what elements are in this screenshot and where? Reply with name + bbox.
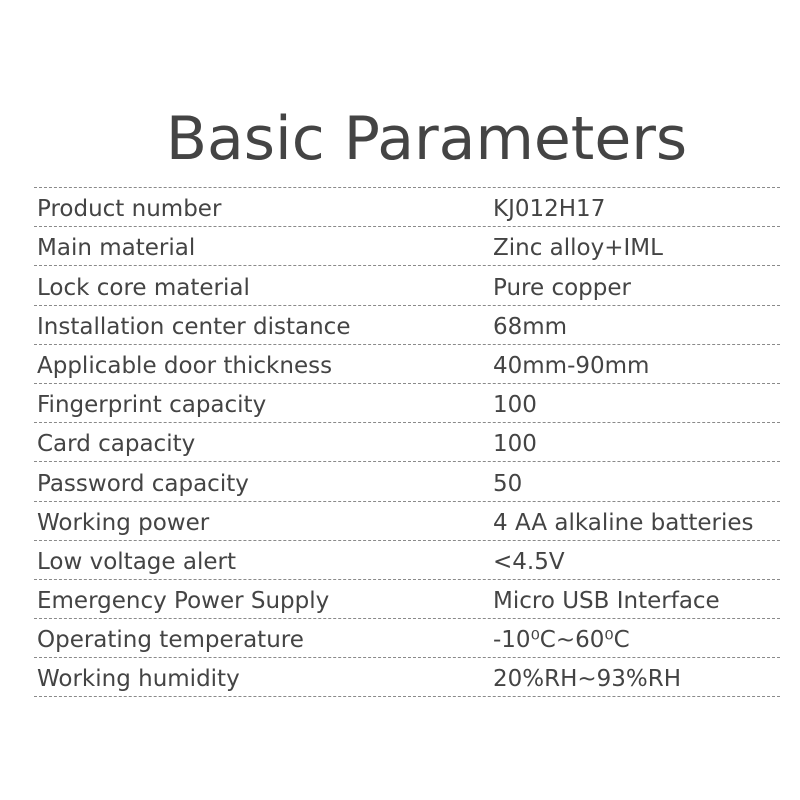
param-label: Operating temperature <box>37 627 304 654</box>
param-label: Product number <box>37 196 222 223</box>
param-value: 100 <box>493 431 537 458</box>
param-label: Applicable door thickness <box>37 352 333 379</box>
param-value: 40mm-90mm <box>493 352 650 379</box>
param-label: Main material <box>37 235 196 262</box>
param-value: Pure copper <box>493 274 631 301</box>
table-row <box>34 227 780 266</box>
param-label: Low voltage alert <box>37 548 236 575</box>
param-value: 4 AA alkaline batteries <box>493 509 754 536</box>
table-row <box>34 266 780 305</box>
param-value: Micro USB Interface <box>493 588 720 615</box>
parameters-table <box>34 188 780 697</box>
page-title: Basic Parameters <box>165 104 688 174</box>
param-value: 100 <box>493 392 537 419</box>
table-row <box>34 345 780 384</box>
table-row <box>34 580 780 619</box>
param-label: Lock core material <box>37 274 250 301</box>
param-value: 50 <box>493 470 523 497</box>
table-row <box>34 541 780 580</box>
table-row <box>34 423 780 462</box>
table-row <box>34 502 780 541</box>
param-label: Working power <box>37 509 210 536</box>
table-row <box>34 619 780 658</box>
param-label: Password capacity <box>37 470 249 497</box>
table-row <box>34 306 780 345</box>
param-value: 20%RH~93%RH <box>493 666 682 693</box>
param-label: Fingerprint capacity <box>37 392 267 419</box>
param-label: Installation center distance <box>37 313 351 340</box>
table-row <box>34 188 780 227</box>
table-row <box>34 384 780 423</box>
param-value: Zinc alloy+IML <box>493 235 663 262</box>
param-label: Working humidity <box>37 666 240 693</box>
table-row <box>34 462 780 501</box>
param-label: Emergency Power Supply <box>37 588 330 615</box>
param-label: Card capacity <box>37 431 196 458</box>
param-value: KJ012H17 <box>493 196 606 223</box>
param-value: 68mm <box>493 313 568 340</box>
table-row <box>34 658 780 697</box>
param-value: <4.5V <box>493 548 565 575</box>
param-value: -10⁰C~60⁰C <box>493 627 630 654</box>
